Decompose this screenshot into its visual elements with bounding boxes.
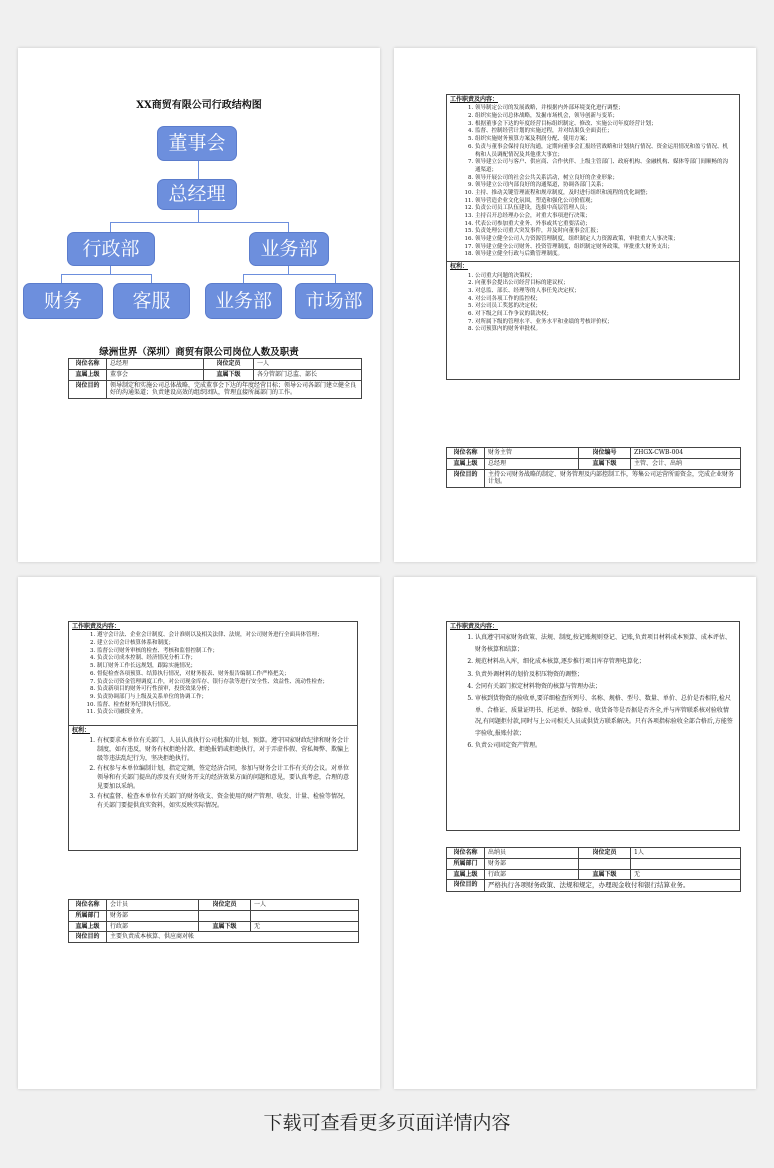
list-item: 4. 监督、控制经营计划的实施过程，并对结果负全面责任；	[475, 128, 733, 136]
org-connector	[110, 222, 288, 223]
value-post-name: 出纳员	[485, 848, 579, 859]
value-quota: 1人	[631, 848, 741, 859]
label-post-code: 岗位编号	[579, 448, 631, 459]
list-item: 3. 根据董事会下达的年度经营目标组织制定、修改、实施公司年度经营计划；	[475, 121, 733, 129]
list-item: 2. 建立公司会计核算体系和制度；	[97, 640, 351, 648]
post-table-title: 绿洲世界（深圳）商贸有限公司岗位人数及职责	[99, 347, 299, 358]
list-item: 18. 领导建立健全行政与后勤管理制度。	[475, 251, 733, 259]
label-post-name: 岗位名称	[69, 359, 107, 370]
list-item: 8. 公司预算内的财务审批权。	[475, 326, 733, 334]
list-item: 1. 认真遵守国家财务政策、法规、制度,按记账规则登记、记账,负责项目材料成本预算、成本评估、财务核算和结算；	[475, 632, 733, 655]
list-item: 4. 对公司各项工作的监控权；	[475, 296, 733, 304]
powers-list	[447, 273, 739, 337]
label-subordinate: 直属下级	[579, 458, 631, 469]
org-chart-title: XX商贸有限公司行政结构图	[136, 100, 262, 111]
org-connector	[243, 274, 244, 283]
org-connector	[198, 161, 199, 179]
label-subordinate: 直属下级	[199, 921, 251, 932]
list-item: 14. 代表公司参加重大业务、外事或其它重要活动；	[475, 221, 733, 229]
value-superior: 行政部	[107, 921, 199, 932]
label-purpose: 岗位目的	[447, 880, 485, 891]
value-purpose: 主要负责成本核算、供应商对帐	[107, 932, 359, 943]
org-node-marketing: 市场部	[295, 283, 373, 319]
label-purpose: 岗位目的	[69, 380, 107, 399]
org-connector	[335, 274, 336, 283]
org-connector	[110, 266, 111, 274]
label-dept: 所属部门	[447, 858, 485, 869]
list-item: 12. 负责公司员工队伍建设，选拔中高层管理人员；	[475, 205, 733, 213]
list-item: 6. 负责公司固定资产管理。	[475, 740, 733, 751]
list-item: 3. 有权监督、检查本单位有关部门的财务收支、资金使用的财产管理、收发、计量、检验等情况，有关部门要提供真实资料，如实反映实际情况。	[97, 792, 351, 810]
list-item: 6. 督促检查各项预算、结算执行情况，对财务报表、财务报告编制工作严格把关；	[97, 671, 351, 679]
list-item: 7. 领导建立公司与客户、供应商、合作伙伴、上级主管部门、政府机构、金融机构、媒体等部门间顺畅的沟通渠道；	[475, 159, 733, 174]
list-item: 1. 领导制定公司的发展战略，并根据内外部环境变化进行调整；	[475, 105, 733, 113]
value-subordinate: 各分管部门总监、部长	[254, 369, 362, 380]
value-subordinate: 无	[251, 921, 359, 932]
value-purpose: 领导制定和实施公司总体战略，完成董事会下达的年度经营目标；领导公司各部门建立健全良好的沟通渠道；负责建设高效的组织团队，管理直接所属部门的工作。	[107, 380, 362, 399]
gm-post-table	[68, 358, 362, 399]
list-item: 16. 领导建立健全公司人力资源管理制度，组织制定人力资源政策，审批重大人事决策；	[475, 236, 733, 244]
org-node-sales: 业务部	[205, 283, 282, 319]
cashier-post-table	[446, 847, 741, 892]
list-item: 1. 遵守会计法、企业会计制度、会计准则以及相关法律、法规，对公司财务进行全面具体管理；	[97, 632, 351, 640]
list-item: 3. 监督公司财务审核的检查、考核和监督控制工作；	[97, 648, 351, 656]
org-connector	[110, 222, 111, 232]
list-item: 3. 对总监、部长、经理等的人事任免决定权；	[475, 288, 733, 296]
download-more-footer[interactable]: 下载可查看更多页面详情内容	[263, 1112, 511, 1134]
list-item: 3. 负责外调材料的划价及积压物资的调整；	[475, 669, 733, 680]
value-post-name: 财务主管	[485, 448, 579, 459]
list-item: 11. 领导营造企业文化氛围，塑造和强化公司价值观；	[475, 198, 733, 206]
org-node-gm: 总经理	[157, 179, 237, 210]
org-connector	[288, 222, 289, 232]
finance-post-table	[446, 447, 741, 488]
label-subordinate: 直属下级	[204, 369, 254, 380]
duties-heading: 工作职责及内容：	[450, 96, 499, 103]
value-quota: 一人	[254, 359, 362, 370]
list-item: 2. 组织实施公司总体战略，发掘市场机会，领导创新与变革；	[475, 113, 733, 121]
label-purpose: 岗位目的	[447, 469, 485, 488]
document-page-1	[18, 48, 380, 562]
duties-list	[447, 105, 739, 261]
duties-list	[69, 632, 357, 719]
powers-heading: 权利：	[72, 726, 91, 734]
list-item: 7. 负责公司资金管理调度工作，对公司现金库存、银行存款等进行安全性、效益性、流动性检查；	[97, 679, 351, 687]
list-item: 5. 组织实施财务预算方案及利润分配、使用方案；	[475, 136, 733, 144]
org-node-finance: 财务	[23, 283, 103, 319]
list-item: 7. 对所属下级的管理水平、业务水平和业绩的考核评价权；	[475, 319, 733, 327]
value-quota: 一人	[251, 900, 359, 911]
list-item: 9. 负责协调部门与上级及关系单位的协调工作；	[97, 694, 351, 702]
label-dept: 所属部门	[69, 910, 107, 921]
label-post-name: 岗位名称	[69, 900, 107, 911]
accountant-duties-box	[446, 621, 740, 831]
duties-heading: 工作职责及内容：	[72, 623, 121, 630]
list-item: 4. 负责公司成本控制、经济情况分析工作；	[97, 655, 351, 663]
value-subordinate: 无	[631, 869, 741, 880]
list-item: 8. 负责新项目的财务可行性预审，投资效果分析；	[97, 686, 351, 694]
value-post-name: 总经理	[107, 359, 204, 370]
label-quota: 岗位定员	[199, 900, 251, 911]
value-subordinate: 主管、会计、出纳	[631, 458, 741, 469]
value-superior: 行政部	[485, 869, 579, 880]
list-item: 6. 对下级之间工作争议的裁决权；	[475, 311, 733, 319]
document-page-2	[394, 48, 756, 562]
org-connector	[61, 274, 62, 283]
label-superior: 直属上级	[447, 458, 485, 469]
org-node-business: 业务部	[249, 232, 329, 266]
label-superior: 直属上级	[447, 869, 485, 880]
list-item: 2. 有权参与本单位编制计划，指定定额，签定经济合同，参加与财务会计工作有关的会议。对单位领导和有关部门提出的涉及有关财务开支的经济效果方面的问题和意见，要认真考虑，合理的意见要加以采纳。	[97, 764, 351, 791]
label-quota: 岗位定员	[579, 848, 631, 859]
org-connector	[288, 266, 289, 274]
duties-list	[447, 632, 739, 754]
value-dept: 财务部	[485, 858, 579, 869]
org-node-customer-service: 客服	[113, 283, 190, 319]
list-item: 2. 规范材料出入库，细化成本核算,逐步推行项目库存管理电算化；	[475, 656, 733, 667]
value-dept: 财务部	[107, 910, 199, 921]
list-item: 15. 负责处理公司重大突发事件，并及时向董事会汇报；	[475, 228, 733, 236]
finance-duties-box	[68, 621, 358, 851]
list-item: 5. 对公司员工奖惩的决定权；	[475, 303, 733, 311]
list-item: 1. 有权要求本单位有关部门、人员认真执行公司批准的计划、预算。遵守国家财政纪律和财务会计制度，如有违反，财务有权拒绝付款、拒绝报销或拒绝执行，对于弄虚作假、营私舞弊、欺骗上级等违法乱纪行为，坚决拒绝执行。	[97, 736, 351, 763]
label-post-name: 岗位名称	[447, 848, 485, 859]
list-item: 17. 领导建立健全公司财务、投资管理制度，组织制定财务政策，审批重大财务支出；	[475, 244, 733, 252]
gm-duties-box	[446, 94, 740, 380]
list-item: 8. 领导开展公司的社会公共关系活动，树立良好的企业形象；	[475, 175, 733, 183]
org-connector	[243, 274, 335, 275]
value-purpose: 主持公司财务战略的制定、财务管理及内部控制工作，筹集公司运营所需资金，完成企业财务计划。	[485, 469, 741, 488]
label-subordinate: 直属下级	[579, 869, 631, 880]
powers-list	[69, 736, 357, 813]
org-node-admin: 行政部	[67, 232, 155, 266]
list-item: 10. 主持、推动关键管理流程和规章制度，及时进行组织和流程的优化调整；	[475, 190, 733, 198]
list-item: 13. 主持召开总经理办公会，对重大事项进行决策；	[475, 213, 733, 221]
list-item: 9. 领导建立公司内部良好的沟通渠道，协调各部门关系；	[475, 182, 733, 190]
list-item: 6. 负责与董事会保持良好沟通，定期向董事会汇报经营战略和计划执行情况、资金运用情况和盈亏情况、机构和人员调配情况及其他重大事宜；	[475, 144, 733, 159]
value-post-name: 会计员	[107, 900, 199, 911]
list-item: 1. 公司重大问题的决策权；	[475, 273, 733, 281]
value-post-code: ZHGX-CWB-004	[631, 448, 741, 459]
label-purpose: 岗位目的	[69, 932, 107, 943]
value-superior: 董事会	[107, 369, 204, 380]
document-page-3	[18, 577, 380, 1089]
org-connector	[198, 210, 199, 222]
org-connector	[151, 274, 152, 283]
list-item: 4. 会同有关部门拟定材料物资的核算与管理办法；	[475, 681, 733, 692]
list-item: 10. 监督、检查财务纪律执行情况。	[97, 702, 351, 710]
label-quota: 岗位定员	[204, 359, 254, 370]
label-superior: 直属上级	[69, 369, 107, 380]
list-item: 5. 制订财务工作长远规划，跟踪实施情况；	[97, 663, 351, 671]
org-connector	[61, 274, 151, 275]
powers-heading: 权利：	[450, 263, 469, 271]
duties-heading: 工作职责及内容：	[450, 623, 499, 630]
value-superior: 总经理	[485, 458, 579, 469]
value-purpose: 严格执行各项财务政策、法规和规定，办理现金收付和银行结算业务。	[485, 880, 741, 891]
list-item: 11. 负责公司融资业务。	[97, 709, 351, 717]
accountant-post-table	[68, 899, 359, 943]
list-item: 2. 向董事会提出公司经营目标的建议权；	[475, 280, 733, 288]
label-superior: 直属上级	[69, 921, 107, 932]
org-node-board: 董事会	[157, 126, 237, 161]
label-post-name: 岗位名称	[447, 448, 485, 459]
list-item: 5. 审核到货物资的验收单,要详细检查所列号、名称、规格、型号、数量、单价、总价是否相符,检尺单、合格证、质量证明书、托运单、保险单、收货备等是否据是否齐全,并与库管联系核对验收情况,有问题拒付款,同时与上公司相关人员或供货方联系解决。只有各项指标验收全部合格后,方能签字验收,报账付款；	[475, 693, 733, 739]
document-page-4	[394, 577, 756, 1089]
